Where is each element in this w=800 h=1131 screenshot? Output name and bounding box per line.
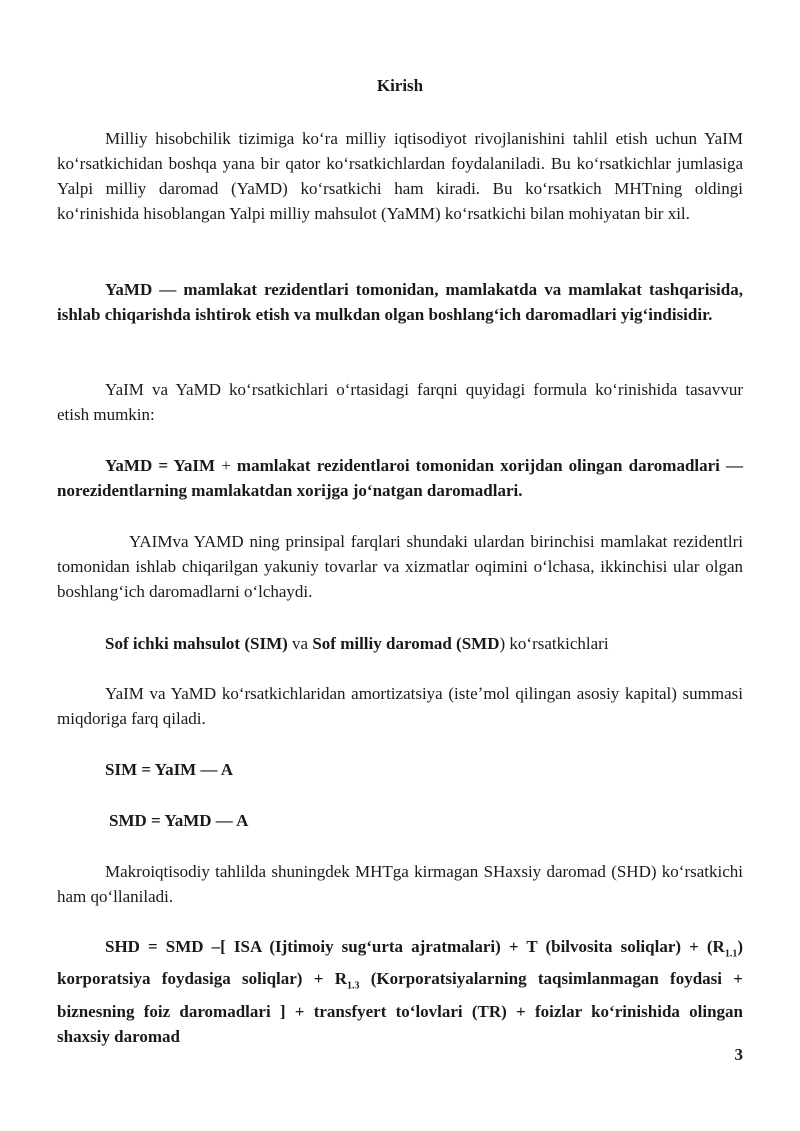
difference-paragraph: YAIMva YAMD ning prinsipal farqlari shundaki ulardan birinchisi mamlakat rezidentlri tomonidan ishlab chiqarilgan yakuniy tovarlar va xizmatlar oqimini oʻlchasa, ikkinchisi ular olgan boshlangʻich daromadlarni oʻlchaydi. [57,532,743,601]
section-heading [57,631,791,656]
amortization-paragraph: YaIM va YaMD koʻrsatkichlaridan amortizatsiya (isteʼmol qilingan asosiy kapital) summasi miqdoriga farq qiladi. [57,684,743,728]
shd-sub-2: 1.3 [346,980,360,992]
formula-eq: = [158,456,169,475]
heading-smd: Sof milliy daromad (SMD [312,634,500,653]
heading-smd-close: ) [499,634,506,653]
shd-sub-1: 1.1 [724,948,738,960]
formula-intro-paragraph: YaIM va YaMD koʻrsatkichlari oʻrtasidagi farqni quyidagi formula koʻrinishida tasavvur etish mumkin: [57,380,743,424]
makro-paragraph: Makroiqtisodiy tahlilda shuningdek MHTga kirmagan SHaxsiy daromad (SHD) koʻrsatkichi ham qoʻllaniladi. [57,862,743,906]
formula-lhs: YaMD [105,456,153,475]
formula-term1: YaIM [173,456,216,475]
formula-rest: mamlakat rezidentlaroi tomonidan xorijdan olingan daromadlari — norezidentlarning mamlakatdan xorijga joʻnatgan daromadlari. [57,456,744,500]
sim-equation: SIM = YaIM — A [105,760,234,779]
heading-va: va [292,634,309,653]
shd-formula-paragraph [57,934,743,1049]
shd-part-3: (Korporatsiyalarning taqsimlanmagan foydasi + biznesning foiz daromadlari ] + transfyert toʻlovlari (TR) + foizlar koʻrinishida olingan shaxsiy daromad [57,969,743,1046]
smd-equation: SMD = YaMD — A [109,811,249,830]
formula-plus: + [221,456,231,475]
formula-paragraph [57,453,743,503]
definition-paragraph: YaMD — mamlakat rezidentlari tomonidan, mamlakatda va mamlakat tashqarisida, ishlab chiqarishda ishtirok etish va mulkdan olgan boshlangʻich daromadlari yigʻindisidir. [57,280,743,324]
shd-part-1: SHD = SMD –[ ISA (Ijtimoiy sugʻurta ajratmalari) + T (bilvosita soliqlar) + (R [105,937,725,956]
heading-tail: koʻrsatkichlari [509,634,609,653]
shd-part-2: ) korporatsiya foydasiga soliqlar) + R [57,937,743,989]
intro-paragraph: Milliy hisobchilik tizimiga koʻra milliy iqtisodiyot rivojlanishini tahlil etish uchun YaIM koʻrsatkichidan boshqa yana bir qator koʻrsatkichlardan foydalaniladi. Bu koʻrsatkichlar jumlasiga Yalpi milliy daromad (YaMD) koʻrsatkichi ham kiradi. Bu koʻrsatkich MHTning oldingi koʻrinishida hisoblangan Yalpi milliy mahsulot (YaMM) koʻrsatkichi bilan mohiyatan bir xil. [57,129,743,223]
heading-sim: Sof ichki mahsulot (SIM) [105,634,288,653]
page-title: Kirish [376,76,424,95]
page-number: 3 [734,1045,743,1064]
